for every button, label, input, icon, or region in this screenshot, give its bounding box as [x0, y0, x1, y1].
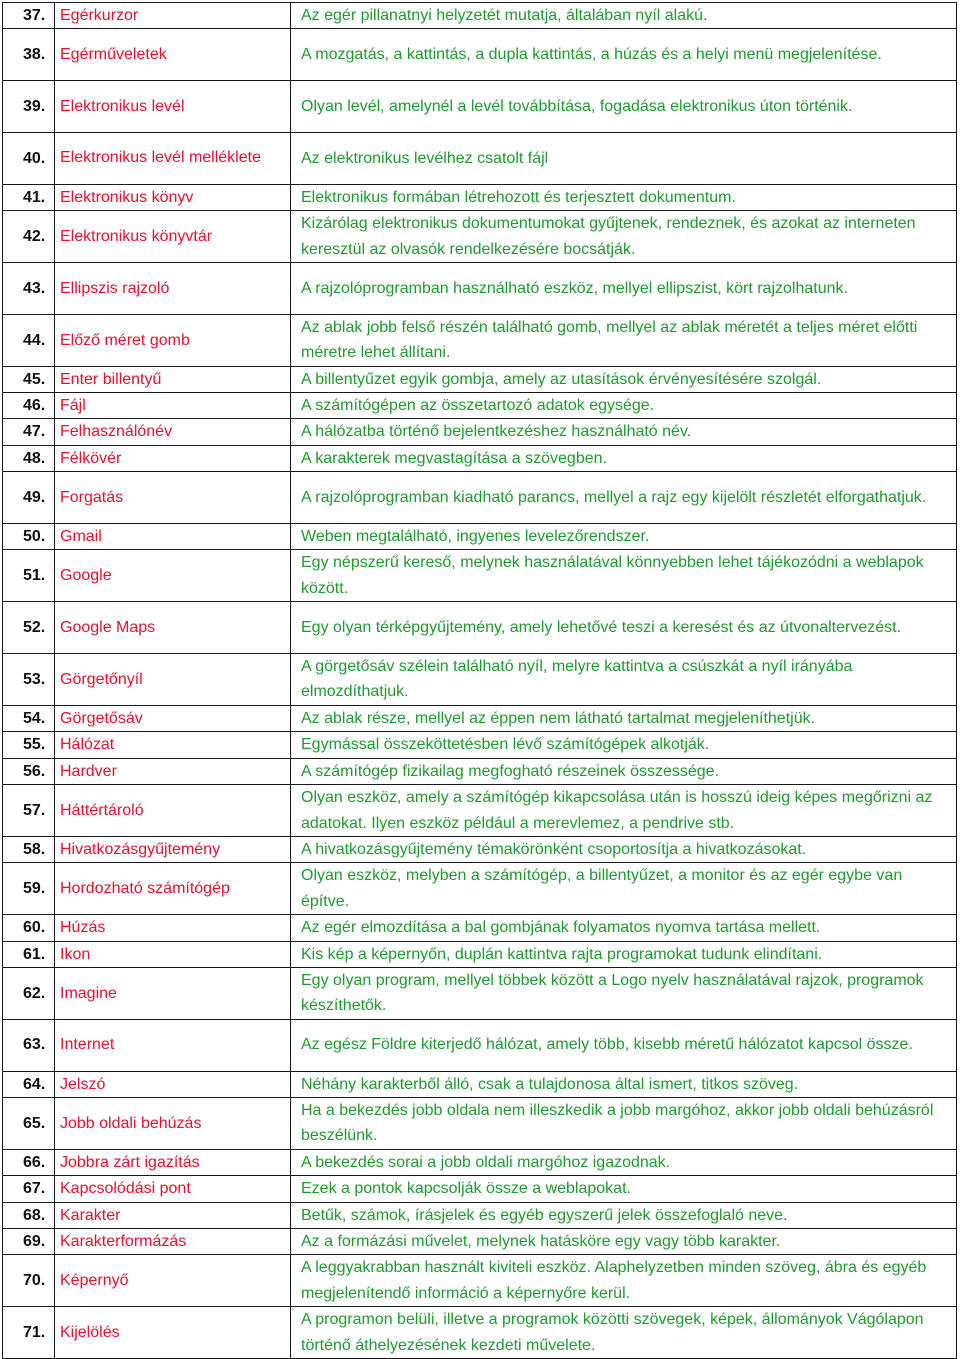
glossary-row: [3, 393, 957, 419]
entry-term: Ikon: [55, 941, 291, 967]
entry-term: Google Maps: [55, 602, 291, 654]
glossary-row: [3, 314, 957, 366]
glossary-row: [3, 263, 957, 315]
entry-number: 61.: [3, 941, 55, 967]
entry-definition: Olyan eszköz, melyben a számítógép, a billentyűzet, a monitor és az egér egybe van építve.: [291, 863, 957, 915]
entry-term: Kapcsolódási pont: [55, 1176, 291, 1202]
entry-number: 65.: [3, 1097, 55, 1149]
entry-number: 60.: [3, 915, 55, 941]
entry-term: Jelszó: [55, 1071, 291, 1097]
entry-definition: Egymással összeköttetésben lévő számítógépek alkotják.: [291, 732, 957, 758]
entry-definition: Az egér elmozdítása a bal gombjának folyamatos nyomva tartása mellett.: [291, 915, 957, 941]
entry-number: 69.: [3, 1228, 55, 1254]
glossary-body: [3, 3, 957, 1359]
glossary-row: [3, 211, 957, 263]
glossary-row: [3, 419, 957, 445]
entry-number: 55.: [3, 732, 55, 758]
entry-number: 59.: [3, 863, 55, 915]
entry-term: Karakterformázás: [55, 1228, 291, 1254]
entry-number: 46.: [3, 393, 55, 419]
entry-definition: Weben megtalálható, ingyenes levelezőrendszer.: [291, 524, 957, 550]
entry-term: Hálózat: [55, 732, 291, 758]
entry-definition: A görgetősáv szélein található nyíl, melyre kattintva a csúszkát a nyíl irányába elmozdíthatjuk.: [291, 654, 957, 706]
glossary-row: [3, 81, 957, 133]
glossary-row: [3, 1097, 957, 1149]
entry-term: Google: [55, 550, 291, 602]
entry-term: Imagine: [55, 967, 291, 1019]
glossary-row: [3, 732, 957, 758]
glossary-row: [3, 445, 957, 471]
entry-number: 62.: [3, 967, 55, 1019]
entry-definition: A számítógépen az összetartozó adatok egysége.: [291, 393, 957, 419]
entry-definition: Néhány karakterből álló, csak a tulajdonosa által ismert, titkos szöveg.: [291, 1071, 957, 1097]
entry-number: 41.: [3, 184, 55, 210]
entry-term: Hordozható számítógép: [55, 863, 291, 915]
entry-number: 50.: [3, 524, 55, 550]
entry-number: 48.: [3, 445, 55, 471]
entry-number: 57.: [3, 785, 55, 837]
entry-definition: Ha a bekezdés jobb oldala nem illeszkedik a jobb margóhoz, akkor jobb oldali behúzásról beszélünk.: [291, 1097, 957, 1149]
glossary-row: [3, 758, 957, 784]
glossary-row: [3, 705, 957, 731]
entry-definition: Az ablak része, mellyel az éppen nem látható tartalmat megjeleníthetjük.: [291, 705, 957, 731]
entry-number: 70.: [3, 1255, 55, 1307]
entry-definition: Olyan eszköz, amely a számítógép kikapcsolása után is hosszú ideig képes megőrizni az adatokat. Ilyen eszköz például a merevlemez, a pendrive stb.: [291, 785, 957, 837]
glossary-row: [3, 836, 957, 862]
glossary-row: [3, 1071, 957, 1097]
entry-number: 51.: [3, 550, 55, 602]
entry-term: Elektronikus könyv: [55, 184, 291, 210]
entry-term: Görgetőnyíl: [55, 654, 291, 706]
entry-definition: Egy olyan program, mellyel többek között a Logo nyelv használatával rajzok, programok készíthetők.: [291, 967, 957, 1019]
entry-number: 71.: [3, 1307, 55, 1359]
entry-term: Háttértároló: [55, 785, 291, 837]
entry-number: 43.: [3, 263, 55, 315]
entry-definition: Kizárólag elektronikus dokumentumokat gyűjtenek, rendeznek, és azokat az interneten keresztül az olvasók rendelkezésére bocsátják.: [291, 211, 957, 263]
entry-number: 42.: [3, 211, 55, 263]
glossary-row: [3, 1307, 957, 1359]
glossary-row: [3, 1019, 957, 1071]
entry-number: 39.: [3, 81, 55, 133]
glossary-row: [3, 785, 957, 837]
entry-number: 44.: [3, 314, 55, 366]
entry-definition: Az a formázási művelet, melynek hatásköre egy vagy több karakter.: [291, 1228, 957, 1254]
glossary-row: [3, 472, 957, 524]
entry-term: Egérkurzor: [55, 3, 291, 29]
entry-term: Húzás: [55, 915, 291, 941]
entry-term: Elektronikus levél: [55, 81, 291, 133]
entry-number: 58.: [3, 836, 55, 862]
entry-definition: A mozgatás, a kattintás, a dupla kattintás, a húzás és a helyi menü megjelenítése.: [291, 29, 957, 81]
entry-term: Hardver: [55, 758, 291, 784]
entry-definition: Egy olyan térképgyűjtemény, amely lehetővé teszi a keresést és az útvonaltervezést.: [291, 602, 957, 654]
entry-definition: A rajzolóprogramban kiadható parancs, mellyel a rajz egy kijelölt részletét elforgathatjuk.: [291, 472, 957, 524]
glossary-row: [3, 1149, 957, 1175]
glossary-row: [3, 654, 957, 706]
glossary-row: [3, 967, 957, 1019]
entry-definition: A számítógép fizikailag megfogható részeinek összessége.: [291, 758, 957, 784]
glossary-row: [3, 184, 957, 210]
entry-definition: Az elektronikus levélhez csatolt fájl: [291, 133, 957, 185]
entry-definition: A leggyakrabban használt kiviteli eszköz. Alaphelyzetben minden szöveg, ábra és egyéb megjelenítendő információ a képernyőre kerül.: [291, 1255, 957, 1307]
entry-definition: A programon belüli, illetve a programok közötti szövegek, képek, állományok Vágólapon történő áthelyezésének kezdeti művelete.: [291, 1307, 957, 1359]
entry-definition: Olyan levél, amelynél a levél továbbítása, fogadása elektronikus úton történik.: [291, 81, 957, 133]
glossary-row: [3, 133, 957, 185]
entry-definition: Kis kép a képernyőn, duplán kattintva rajta programokat tudunk elindítani.: [291, 941, 957, 967]
entry-term: Felhasználónév: [55, 419, 291, 445]
entry-term: Gmail: [55, 524, 291, 550]
entry-number: 38.: [3, 29, 55, 81]
entry-term: Jobbra zárt igazítás: [55, 1149, 291, 1175]
entry-number: 54.: [3, 705, 55, 731]
entry-definition: Elektronikus formában létrehozott és terjesztett dokumentum.: [291, 184, 957, 210]
entry-term: Enter billentyű: [55, 366, 291, 392]
entry-number: 47.: [3, 419, 55, 445]
entry-number: 63.: [3, 1019, 55, 1071]
entry-term: Elektronikus levél melléklete: [55, 133, 291, 185]
entry-number: 45.: [3, 366, 55, 392]
glossary-row: [3, 1255, 957, 1307]
entry-term: Képernyő: [55, 1255, 291, 1307]
glossary-row: [3, 1202, 957, 1228]
entry-term: Félkövér: [55, 445, 291, 471]
entry-term: Jobb oldali behúzás: [55, 1097, 291, 1149]
entry-number: 67.: [3, 1176, 55, 1202]
entry-term: Egérműveletek: [55, 29, 291, 81]
glossary-row: [3, 1176, 957, 1202]
entry-definition: Ezek a pontok kapcsolják össze a weblapokat.: [291, 1176, 957, 1202]
glossary-row: [3, 366, 957, 392]
entry-definition: A bekezdés sorai a jobb oldali margóhoz igazodnak.: [291, 1149, 957, 1175]
glossary-row: [3, 3, 957, 29]
entry-term: Előző méret gomb: [55, 314, 291, 366]
entry-number: 52.: [3, 602, 55, 654]
entry-definition: Betűk, számok, írásjelek és egyéb egyszerű jelek összefoglaló neve.: [291, 1202, 957, 1228]
entry-term: Elektronikus könyvtár: [55, 211, 291, 263]
entry-definition: A rajzolóprogramban használható eszköz, mellyel ellipszist, kört rajzolhatunk.: [291, 263, 957, 315]
entry-term: Forgatás: [55, 472, 291, 524]
glossary-row: [3, 29, 957, 81]
entry-term: Internet: [55, 1019, 291, 1071]
entry-definition: A billentyűzet egyik gombja, amely az utasítások érvényesítésére szolgál.: [291, 366, 957, 392]
entry-definition: Az ablak jobb felső részén található gomb, mellyel az ablak méretét a teljes méret előtti méretre lehet állítani.: [291, 314, 957, 366]
entry-term: Ellipszis rajzoló: [55, 263, 291, 315]
entry-number: 68.: [3, 1202, 55, 1228]
entry-term: Görgetősáv: [55, 705, 291, 731]
entry-number: 37.: [3, 3, 55, 29]
entry-definition: A karakterek megvastagítása a szövegben.: [291, 445, 957, 471]
entry-definition: Az egér pillanatnyi helyzetét mutatja, általában nyíl alakú.: [291, 3, 957, 29]
glossary-row: [3, 524, 957, 550]
entry-definition: A hálózatba történő bejelentkezéshez használható név.: [291, 419, 957, 445]
glossary-row: [3, 550, 957, 602]
entry-term: Karakter: [55, 1202, 291, 1228]
entry-number: 53.: [3, 654, 55, 706]
entry-definition: Az egész Földre kiterjedő hálózat, amely több, kisebb méretű hálózatot kapcsol össze.: [291, 1019, 957, 1071]
entry-term: Hivatkozásgyűjtemény: [55, 836, 291, 862]
glossary-row: [3, 941, 957, 967]
glossary-row: [3, 863, 957, 915]
glossary-table: [2, 2, 957, 1359]
entry-definition: A hivatkozásgyűjtemény témakörönként csoportosítja a hivatkozásokat.: [291, 836, 957, 862]
entry-number: 66.: [3, 1149, 55, 1175]
entry-number: 64.: [3, 1071, 55, 1097]
entry-term: Fájl: [55, 393, 291, 419]
glossary-row: [3, 602, 957, 654]
entry-number: 49.: [3, 472, 55, 524]
glossary-row: [3, 1228, 957, 1254]
entry-number: 56.: [3, 758, 55, 784]
entry-number: 40.: [3, 133, 55, 185]
entry-definition: Egy népszerű kereső, melynek használatával könnyebben lehet tájékozódni a weblapok között.: [291, 550, 957, 602]
entry-term: Kijelölés: [55, 1307, 291, 1359]
glossary-row: [3, 915, 957, 941]
